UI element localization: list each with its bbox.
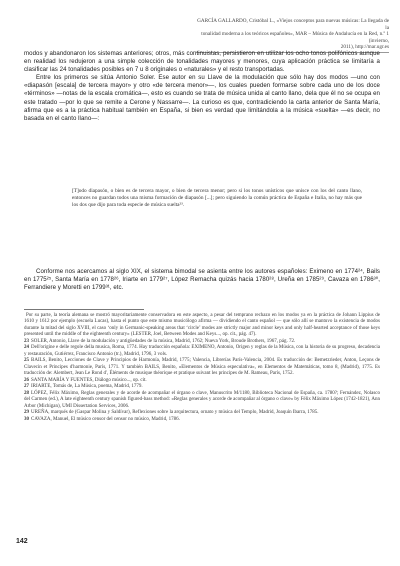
footnote-number: 24 xyxy=(24,345,29,351)
footnote-number: 27 xyxy=(24,384,29,390)
footnote-text: SANTA MARÍA Y FUENTES, Diálogo músico..., op. cit. xyxy=(31,377,147,383)
footnote-number: 30 xyxy=(24,416,29,422)
footnote-25 xyxy=(24,358,380,377)
quote-text: [T]odo diapasón, o bien es de tercera mayor, o bien de tercera menor; pero si los tonos unísticos que unisce con los del canto llano, entonces no guardan todos una misma formación de diapasón [...]; pero siguiendo la común práctica de España e Italia, no hay más que los dos que dijo para toda especie de música suelta²³. xyxy=(72,188,362,208)
footnote-number: 26 xyxy=(24,377,29,383)
footnote-text: UREÑA, marqués de (Gaspar Molina y Saldívar), Reflexiones sobre la arquitectura, ornato y música del Templo, Madrid, Joaquín Ibarra, 1785. xyxy=(31,410,319,416)
footnote-text: CAVAZA, Manuel, El músico censor del censor no músico, Madrid, 1786. xyxy=(31,416,180,422)
footnote-24 xyxy=(24,345,380,358)
footnote-27 xyxy=(24,384,380,390)
footnote-separator xyxy=(24,309,144,310)
block-quote xyxy=(72,188,362,209)
header-line-3[interactable]: 2011), http://mar.ugr.es xyxy=(340,44,389,51)
body-text-top xyxy=(24,50,380,123)
header-line-2: tonalidad moderna a los teóricos españoles», MAR – Música de Andalucía en la Red, n.º 1 (invierno, xyxy=(201,31,389,44)
footnote-text: LÓPEZ, Félix Máximo, Reglas generales y de acorde de acompañar el órgano o clave, Manuscrito M/1180, Biblioteca Nacional de España, ca. 1780?; Fernández, Nolasco del Carmen (ed.), A late eighteenth century spanish figured-bass method: «Reglas generales y acorde de acompañar al órgano o clave» by Félix Máximo López (1742-1821), Ann Arbor (Michigan), UMI Dissertation Services, 2006. xyxy=(24,390,380,409)
running-header xyxy=(196,18,389,53)
footnote-number: 28 xyxy=(24,390,29,396)
footnote-text: IRIARTE, Tomás de, La Música, poema, Madrid, 1779. xyxy=(31,384,143,390)
page-number: 142 xyxy=(16,538,28,545)
footnote-number: 25 xyxy=(24,358,29,364)
footnote-text: BAILS, Benito, Lecciones de Clave y Principios de Harmonía, Madrid, 1775; Valencia, Librerías París-Valencia, 2004. Es traducción de: Bemetzrieder, Anton, Leçons de Clavecin et Principes d'harmonie, París, 1771. Y también BAILS, Benito, «Elementos de Música especulativa», en Elementos de Matemáticas, tomo 8, (Madrid), 1775. Es traducción de: Alembert, Jean Le Rond d', Éléments de musique théorique et pratique suivant les principes de M. Rameau, París, 1752. xyxy=(24,358,380,376)
footnote-28 xyxy=(24,391,380,410)
header-line-1: GARCÍA GALLARDO, Cristóbal L., «Viejos conceptos para nuevas músicas: La llegada de la xyxy=(197,18,389,31)
footnotes xyxy=(24,313,380,424)
paragraph-1: modos y abandonaron los sistemas anteriores; otros, más continuistas, persistieron en utilizar los ocho tonos polifónicos aunque en realidad los redujeron a una simple colección de tonalidades mayores y menores, cuya aplicación práctica se limitaría a clasificar las 24 tonalidades posibles en 7 u 8 originales o «naturales» y el resto transportadas. xyxy=(24,50,380,74)
footnote-0 xyxy=(24,313,380,338)
paragraph-3: Conforme nos acercamos al siglo XIX, el sistema bimodal se asienta entre los autores españoles: Eximeno en 1774²⁴, Bails en 1775²⁵, Santa María en 1778²⁶, Iriarte en 1779²⁷, López Remacha quizás hacia 1780²⁸, Ureña en 1785²⁹, Cavaza en 1786³⁰, Ferrandiere y Moretti en 1799³¹, etc. xyxy=(24,268,380,292)
body-text-bottom xyxy=(24,268,380,292)
footnote-text: SOLER, Antonio, Llave de la modulación y antigüedades de la música, Madrid, 1762; Nueva York, Broude Brothers, 1967, pág. 72. xyxy=(31,338,296,344)
footnote-number: 29 xyxy=(24,410,29,416)
footnote-number: 23 xyxy=(24,338,29,344)
footnote-29 xyxy=(24,410,380,416)
footnote-26 xyxy=(24,378,380,384)
footnote-23 xyxy=(24,339,380,345)
footnote-text: Por su parte, la teoría alemana se mostró mayoritariamente conservadora en este aspecto, a pesar del temprano rechazo en los modos ya en la práctica de Johann Lippius de 1610 y 1612 por ejemplo (escuela Lucas), hasta el punto que este mismo musicólogo afirma — dividiendo el canto español — que sólo allí se mantuvo la existencia de modos durante la mitad del siglo XVIII, el caso ‘only in Germanic-speaking areas that ‘circle’ modes are strictly major and minor keys and only half-hearted acceptance of those keys presented until the middle of the eighteenth century» (LESTER, Joel, Between Modes and Keys..., op. cit., pág. 47). xyxy=(24,313,380,337)
footnote-30 xyxy=(24,417,380,423)
paragraph-2: Entre los primeros se sitúa Antonio Soler. Ese autor en su Llave de la modulación que sólo hay dos modos —uno con «diapasón [escala] de tercera mayor» y otro «de tercera menor»—, los cuales pueden formarse sobre cada uno de los doce «términos» —notas de la escala cromática—, esto es cuando se trata de música unida al canto llano, dela que él no se ocupa en este tratado —por lo que se remite a Cerone y Nassarre—. La curioso es que, contradiciendo la carta anterior de Santa María, afirma que es a la práctica habitual también en España, si bien es verdad que limitándola a la música «suelta» —es decir, no basada en el canto llano—: xyxy=(24,74,380,122)
footnote-text: Dell'origine e delle regole della musica, Roma, 1774. Hay traducción española: EXIMENO, Antonio, Origen y reglas de la Música, con la historia de su progreso, decadencia y restauración, Gutiérrez, Francisco Antonio (tr.), Madrid, 1796, 3 vols. xyxy=(24,345,380,357)
